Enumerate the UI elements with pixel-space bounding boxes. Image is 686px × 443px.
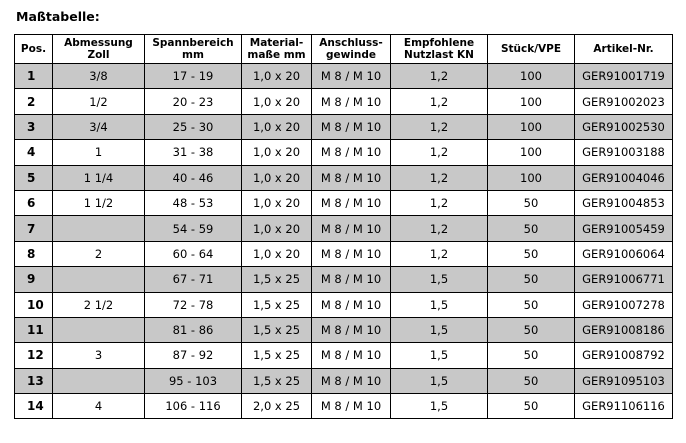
row-vpe: 50 [488, 216, 575, 241]
row-nutzlast: 1,2 [391, 64, 488, 89]
row-gewinde: M 8 / M 10 [312, 343, 391, 368]
row-zoll: 2 [53, 241, 145, 266]
header-nutzlast [391, 35, 488, 64]
row-artikel-nr: GER91005459 [575, 216, 673, 241]
page-title: Maßtabelle: [16, 9, 100, 24]
table-row [15, 317, 673, 342]
row-zoll: 1/2 [53, 89, 145, 114]
row-gewinde: M 8 / M 10 [312, 267, 391, 292]
dimension-table [14, 34, 673, 419]
header-nutzlast-line1: Empfohlene [403, 37, 475, 49]
table-row [15, 216, 673, 241]
header-vpe [488, 35, 575, 64]
row-material: 1,0 x 20 [242, 190, 312, 215]
row-zoll [53, 267, 145, 292]
row-nutzlast: 1,5 [391, 394, 488, 419]
table-header [15, 35, 673, 64]
row-spannbereich: 40 - 46 [145, 165, 242, 190]
row-spannbereich: 48 - 53 [145, 190, 242, 215]
row-nutzlast: 1,5 [391, 343, 488, 368]
row-pos: 7 [15, 216, 53, 241]
row-spannbereich: 67 - 71 [145, 267, 242, 292]
header-gewinde-line2: gewinde [325, 49, 377, 61]
row-gewinde: M 8 / M 10 [312, 317, 391, 342]
row-pos: 4 [15, 140, 53, 165]
row-gewinde: M 8 / M 10 [312, 64, 391, 89]
row-artikel-nr: GER91095103 [575, 368, 673, 393]
row-gewinde: M 8 / M 10 [312, 292, 391, 317]
row-pos: 5 [15, 165, 53, 190]
row-gewinde: M 8 / M 10 [312, 165, 391, 190]
table-row [15, 89, 673, 114]
table-row [15, 368, 673, 393]
row-zoll: 3/8 [53, 64, 145, 89]
row-material: 1,5 x 25 [242, 292, 312, 317]
table-body [15, 64, 673, 419]
header-spann-line2: mm [182, 49, 204, 61]
row-material: 1,5 x 25 [242, 368, 312, 393]
row-zoll [53, 317, 145, 342]
table-row [15, 165, 673, 190]
row-pos: 1 [15, 64, 53, 89]
row-artikel-nr: GER91002023 [575, 89, 673, 114]
table-row [15, 190, 673, 215]
row-artikel-nr: GER91003188 [575, 140, 673, 165]
row-nutzlast: 1,5 [391, 292, 488, 317]
row-gewinde: M 8 / M 10 [312, 190, 391, 215]
row-pos: 14 [15, 394, 53, 419]
row-spannbereich: 31 - 38 [145, 140, 242, 165]
row-gewinde: M 8 / M 10 [312, 368, 391, 393]
row-artikel-nr: GER91008792 [575, 343, 673, 368]
table-row [15, 140, 673, 165]
row-artikel-nr: GER91002530 [575, 114, 673, 139]
row-vpe: 50 [488, 368, 575, 393]
row-material: 1,5 x 25 [242, 267, 312, 292]
header-vpe-line1: Stück/VPE [500, 43, 562, 55]
row-artikel-nr: GER91006771 [575, 267, 673, 292]
row-zoll: 2 1/2 [53, 292, 145, 317]
table-row [15, 241, 673, 266]
row-spannbereich: 106 - 116 [145, 394, 242, 419]
row-material: 1,0 x 20 [242, 140, 312, 165]
row-vpe: 100 [488, 89, 575, 114]
row-nutzlast: 1,2 [391, 216, 488, 241]
row-vpe: 100 [488, 140, 575, 165]
row-vpe: 100 [488, 114, 575, 139]
table-row [15, 292, 673, 317]
row-vpe: 50 [488, 190, 575, 215]
row-nutzlast: 1,2 [391, 89, 488, 114]
row-gewinde: M 8 / M 10 [312, 140, 391, 165]
row-nutzlast: 1,2 [391, 165, 488, 190]
row-nutzlast: 1,2 [391, 114, 488, 139]
row-material: 1,0 x 20 [242, 241, 312, 266]
header-material [242, 35, 312, 64]
row-material: 1,5 x 25 [242, 343, 312, 368]
row-pos: 6 [15, 190, 53, 215]
row-artikel-nr: GER91001719 [575, 64, 673, 89]
header-spannbereich [145, 35, 242, 64]
row-pos: 10 [15, 292, 53, 317]
row-pos: 13 [15, 368, 53, 393]
row-gewinde: M 8 / M 10 [312, 241, 391, 266]
row-pos: 8 [15, 241, 53, 266]
row-material: 1,0 x 20 [242, 64, 312, 89]
row-pos: 11 [15, 317, 53, 342]
header-spann-line1: Spannbereich [152, 37, 234, 49]
row-vpe: 100 [488, 165, 575, 190]
row-vpe: 50 [488, 292, 575, 317]
row-material: 1,5 x 25 [242, 317, 312, 342]
header-pos-line1: Pos. [20, 43, 47, 55]
header-row [15, 35, 673, 64]
row-artikel-nr: GER91007278 [575, 292, 673, 317]
row-nutzlast: 1,5 [391, 317, 488, 342]
header-zoll-line2: Zoll [87, 49, 110, 61]
row-gewinde: M 8 / M 10 [312, 89, 391, 114]
row-zoll: 3 [53, 343, 145, 368]
header-pos [15, 35, 53, 64]
row-spannbereich: 60 - 64 [145, 241, 242, 266]
header-artikel [575, 35, 673, 64]
row-zoll: 1 [53, 140, 145, 165]
row-zoll: 1 1/2 [53, 190, 145, 215]
table-row [15, 64, 673, 89]
row-vpe: 50 [488, 394, 575, 419]
row-spannbereich: 54 - 59 [145, 216, 242, 241]
row-spannbereich: 87 - 92 [145, 343, 242, 368]
row-artikel-nr: GER91106116 [575, 394, 673, 419]
row-artikel-nr: GER91008186 [575, 317, 673, 342]
row-vpe: 50 [488, 241, 575, 266]
row-spannbereich: 95 - 103 [145, 368, 242, 393]
row-zoll [53, 368, 145, 393]
row-pos: 12 [15, 343, 53, 368]
row-nutzlast: 1,2 [391, 140, 488, 165]
row-spannbereich: 72 - 78 [145, 292, 242, 317]
table-row [15, 114, 673, 139]
row-zoll: 1 1/4 [53, 165, 145, 190]
header-zoll-line1: Abmessung [64, 37, 133, 49]
row-artikel-nr: GER91004046 [575, 165, 673, 190]
row-nutzlast: 1,2 [391, 241, 488, 266]
row-pos: 9 [15, 267, 53, 292]
row-spannbereich: 17 - 19 [145, 64, 242, 89]
row-gewinde: M 8 / M 10 [312, 394, 391, 419]
table-row [15, 343, 673, 368]
header-gewinde-line1: Anschluss- [319, 37, 383, 49]
row-material: 1,0 x 20 [242, 216, 312, 241]
header-artikel-line1: Artikel-Nr. [593, 43, 654, 55]
row-material: 2,0 x 25 [242, 394, 312, 419]
row-nutzlast: 1,2 [391, 190, 488, 215]
row-material: 1,0 x 20 [242, 165, 312, 190]
row-zoll [53, 216, 145, 241]
table-row [15, 394, 673, 419]
header-zoll [53, 35, 145, 64]
header-material-line2: maße mm [247, 49, 306, 61]
row-nutzlast: 1,5 [391, 368, 488, 393]
row-material: 1,0 x 20 [242, 114, 312, 139]
table-row [15, 267, 673, 292]
row-pos: 3 [15, 114, 53, 139]
row-gewinde: M 8 / M 10 [312, 216, 391, 241]
row-spannbereich: 20 - 23 [145, 89, 242, 114]
row-artikel-nr: GER91004853 [575, 190, 673, 215]
header-gewinde [312, 35, 391, 64]
header-nutzlast-line2: Nutzlast KN [404, 49, 474, 61]
row-vpe: 100 [488, 64, 575, 89]
row-zoll: 3/4 [53, 114, 145, 139]
row-vpe: 50 [488, 267, 575, 292]
row-gewinde: M 8 / M 10 [312, 114, 391, 139]
row-zoll: 4 [53, 394, 145, 419]
row-artikel-nr: GER91006064 [575, 241, 673, 266]
row-vpe: 50 [488, 343, 575, 368]
header-material-line1: Material- [249, 37, 304, 49]
row-vpe: 50 [488, 317, 575, 342]
row-pos: 2 [15, 89, 53, 114]
row-spannbereich: 81 - 86 [145, 317, 242, 342]
row-nutzlast: 1,5 [391, 267, 488, 292]
row-material: 1,0 x 20 [242, 89, 312, 114]
row-spannbereich: 25 - 30 [145, 114, 242, 139]
